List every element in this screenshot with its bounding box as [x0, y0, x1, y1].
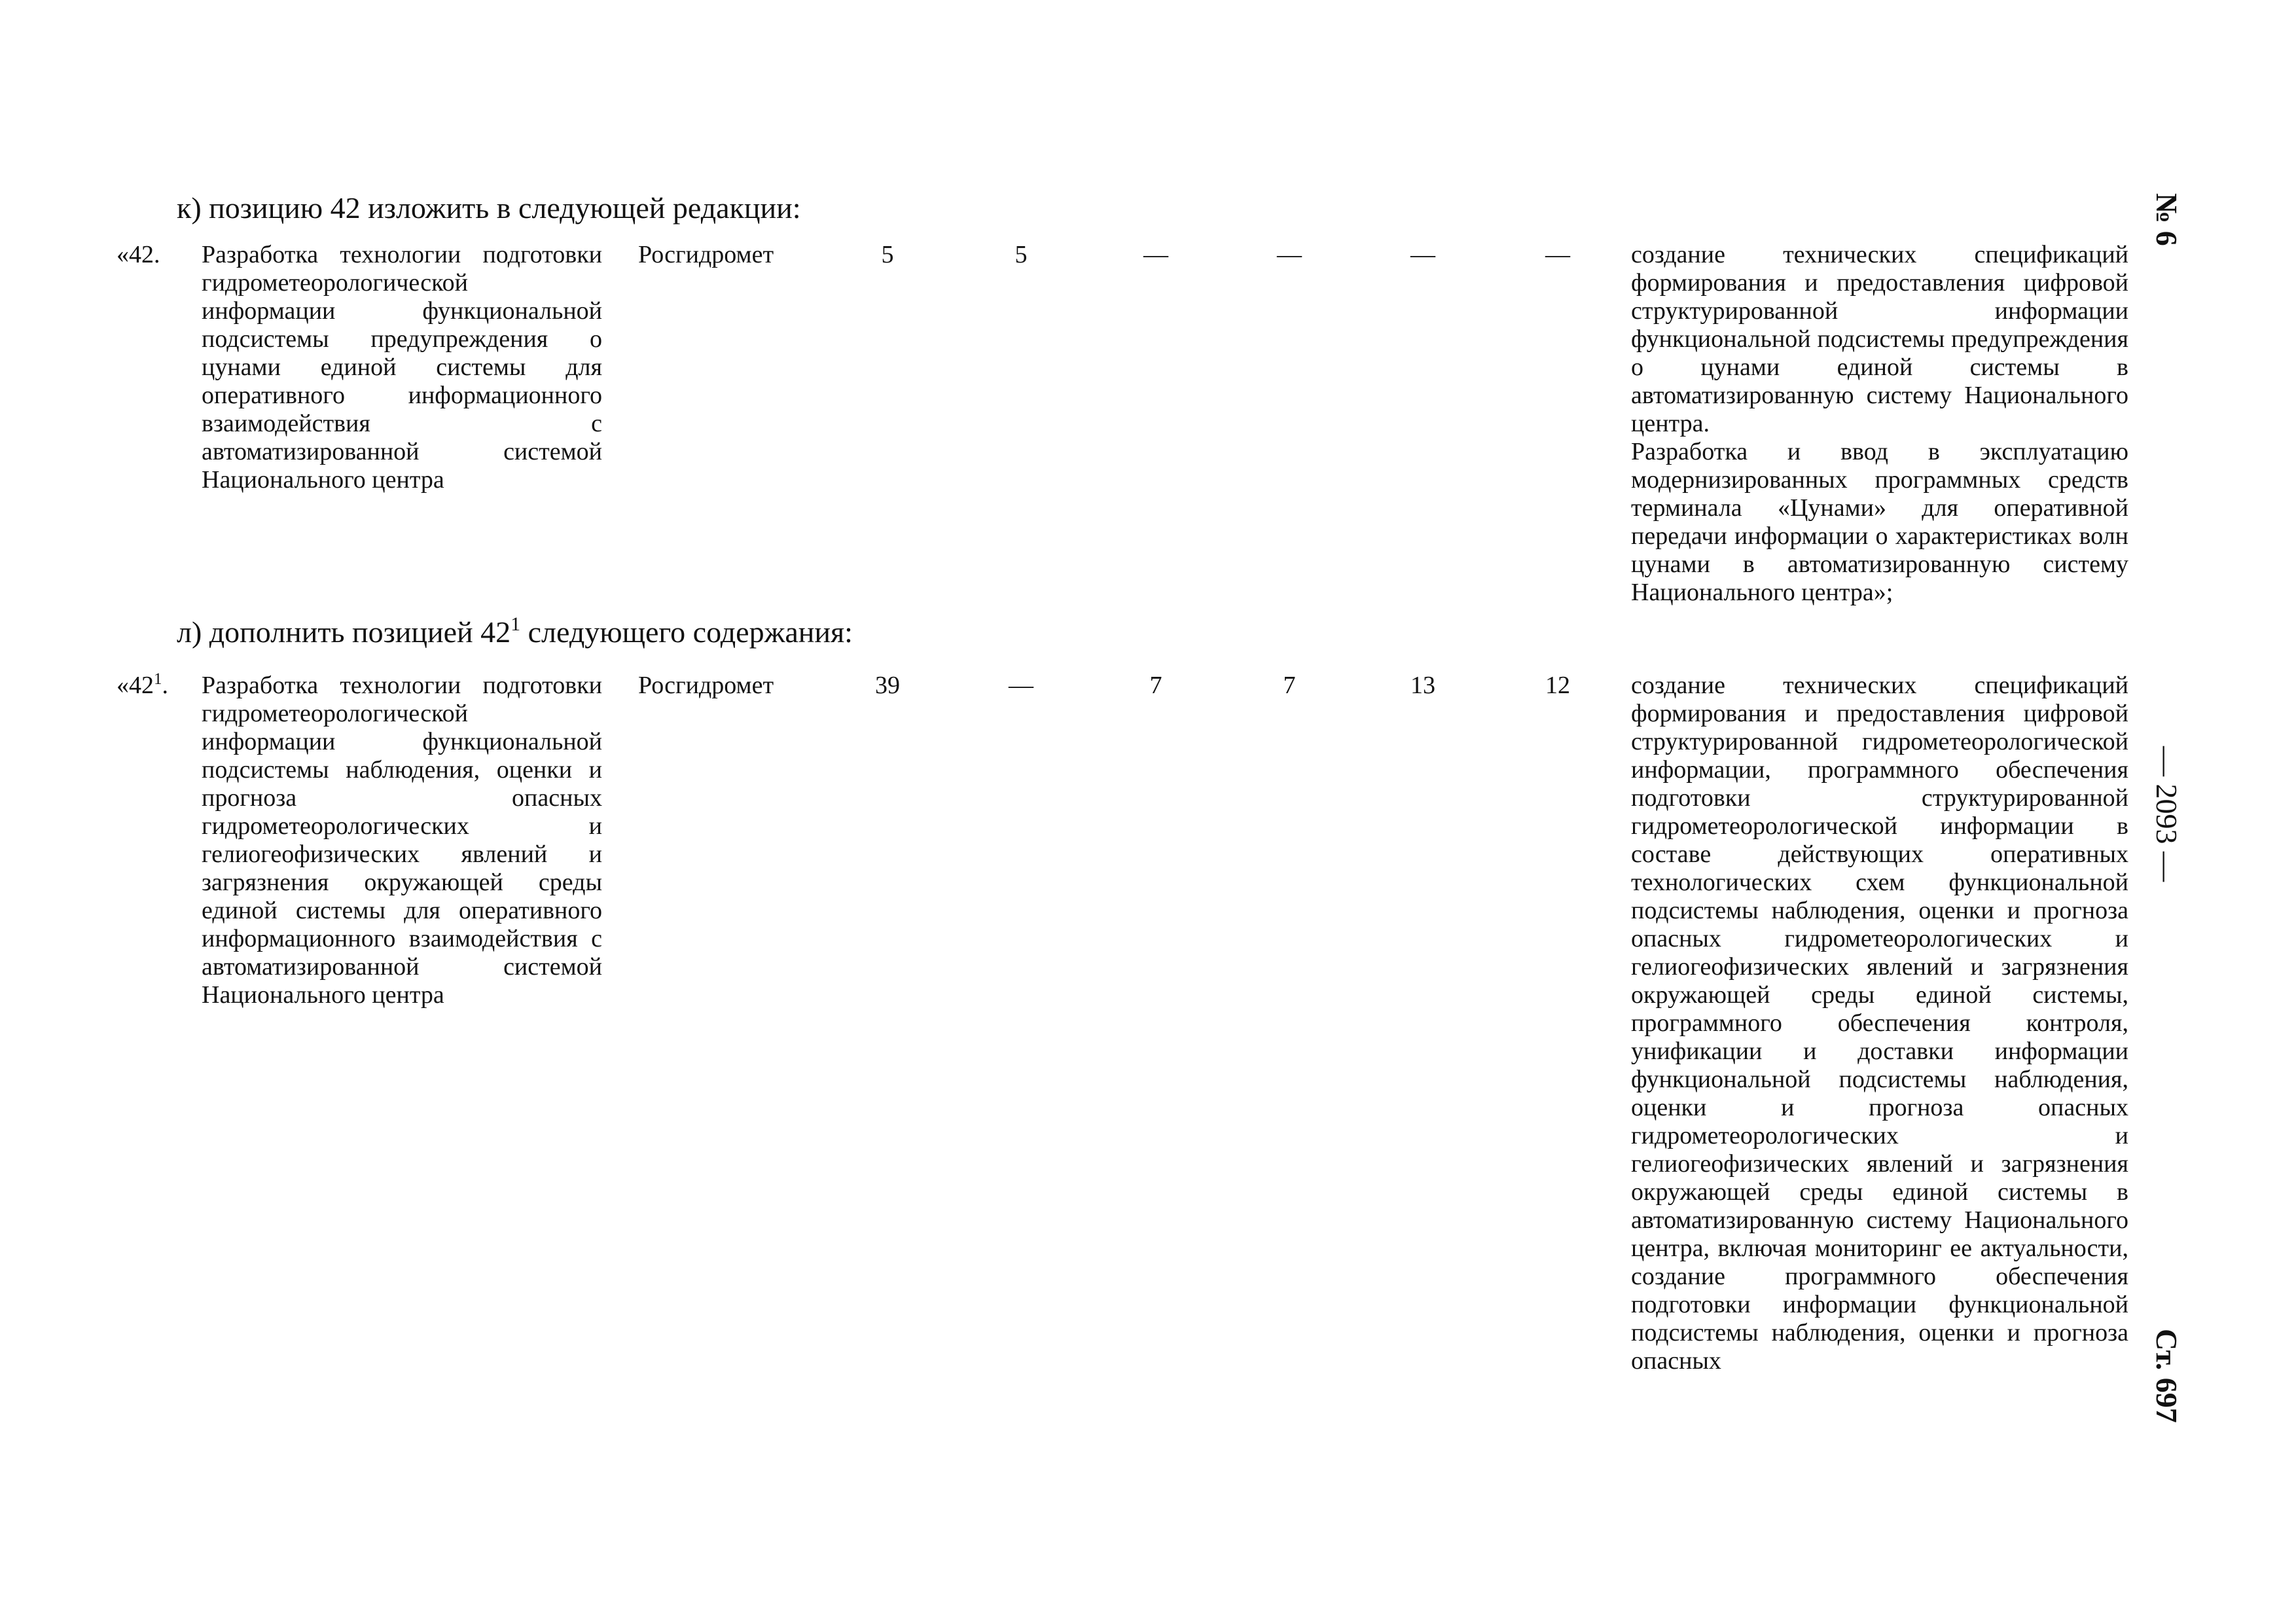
row-42-value-y5: —: [1545, 241, 1570, 268]
section-heading-k: [177, 190, 801, 226]
row-42-1-result-paragraph-1: создание технических спецификаций формирования и предоставления цифровой структурированной гидрометеорологической информации, программного обеспечения подготовки структурированной гидрометеорологической информации в составе действующих оперативных технологических схем функциональной подсистемы наблюдения, оценки и прогноза опасных гидрометеорологических и гелиогеофизических явлений и загрязнения окружающей среды единой системы, программного обеспечения контроля, унификации и доставки информации функциональной подсистемы наблюдения, оценки и прогноза опасных гидрометеорологических и гелиогеофизических явлений и загрязнения окружающей среды единой системы в автоматизированную систему Национального центра, включая мониторинг ее актуальности, создание программного обеспечения подготовки информации функциональной подсистемы наблюдения, оценки и прогноза опасных: [1631, 672, 2128, 1375]
row-42-executor: Росгидромет: [638, 241, 774, 268]
row-42-position: [117, 241, 195, 269]
row-42-value-y2: —: [1143, 241, 1168, 268]
row-42-1-value-y4: 13: [1410, 672, 1435, 699]
row-42-value-y3: —: [1277, 241, 1302, 268]
row-42-1-position-number: «42: [117, 672, 154, 699]
row-42-1-value-total: 39: [875, 672, 900, 699]
row-42-1-position: [117, 672, 202, 700]
row-42-1-value-y2: 7: [1149, 672, 1162, 699]
row-42-1-value-y1: —: [1009, 672, 1033, 699]
row-42-result-paragraph-2: Разработка и ввод в эксплуатацию модернизированных программных средств терминала «Цунами» для оперативной передачи информации о характеристиках волн цунами в автоматизированную систему Национального центра»;: [1631, 438, 2128, 606]
section-heading-l: [177, 614, 853, 651]
heading-l-text-after: следующего содержания:: [520, 615, 853, 649]
margin-page-number-text: — 2093 —: [2150, 746, 2183, 882]
row-42-1-value-y5: 12: [1545, 672, 1570, 699]
heading-l-text-before: л) дополнить позицией 42: [177, 615, 511, 649]
row-42-value-total: 5: [881, 241, 894, 268]
row-42-position-number: «42.: [117, 241, 160, 268]
margin-article-text: Ст. 697: [2150, 1329, 2183, 1423]
row-42-1-value-y3: 7: [1283, 672, 1296, 699]
row-42-1-position-suffix: .: [162, 672, 168, 699]
row-42-1-result: [1631, 672, 2128, 1375]
row-42-result: [1631, 241, 2128, 607]
row-42-1-position-superscript: 1: [154, 670, 162, 688]
row-42-1-title: Разработка технологии подготовки гидрометеорологической информации функциональной подсистемы наблюдения, оценки и прогноза опасных гидрометеорологических и гелиогеофизических явлений и загрязнения окружающей среды единой системы для оперативного информационного взаимодействия с автоматизированной системой Национального центра: [202, 672, 602, 1009]
row-42-value-y4: —: [1410, 241, 1435, 268]
row-42-result-paragraph-1: создание технических спецификаций формирования и предоставления цифровой структурированной информации функциональной подсистемы предупреждения о цунами единой системы в автоматизированную систему Национального центра.: [1631, 241, 2128, 437]
row-42-title: Разработка технологии подготовки гидрометеорологической информации функциональной подсистемы предупреждения о цунами единой системы для оперативного информационного взаимодействия с автоматизированной системой Национального центра: [202, 241, 602, 494]
row-42-1-executor: Росгидромет: [638, 672, 774, 699]
row-42-value-y1: 5: [1014, 241, 1028, 268]
margin-issue-text: № 6: [2150, 193, 2183, 246]
heading-l-superscript: 1: [511, 613, 521, 635]
heading-k-text: к) позицию 42 изложить в следующей редакции:: [177, 191, 801, 225]
